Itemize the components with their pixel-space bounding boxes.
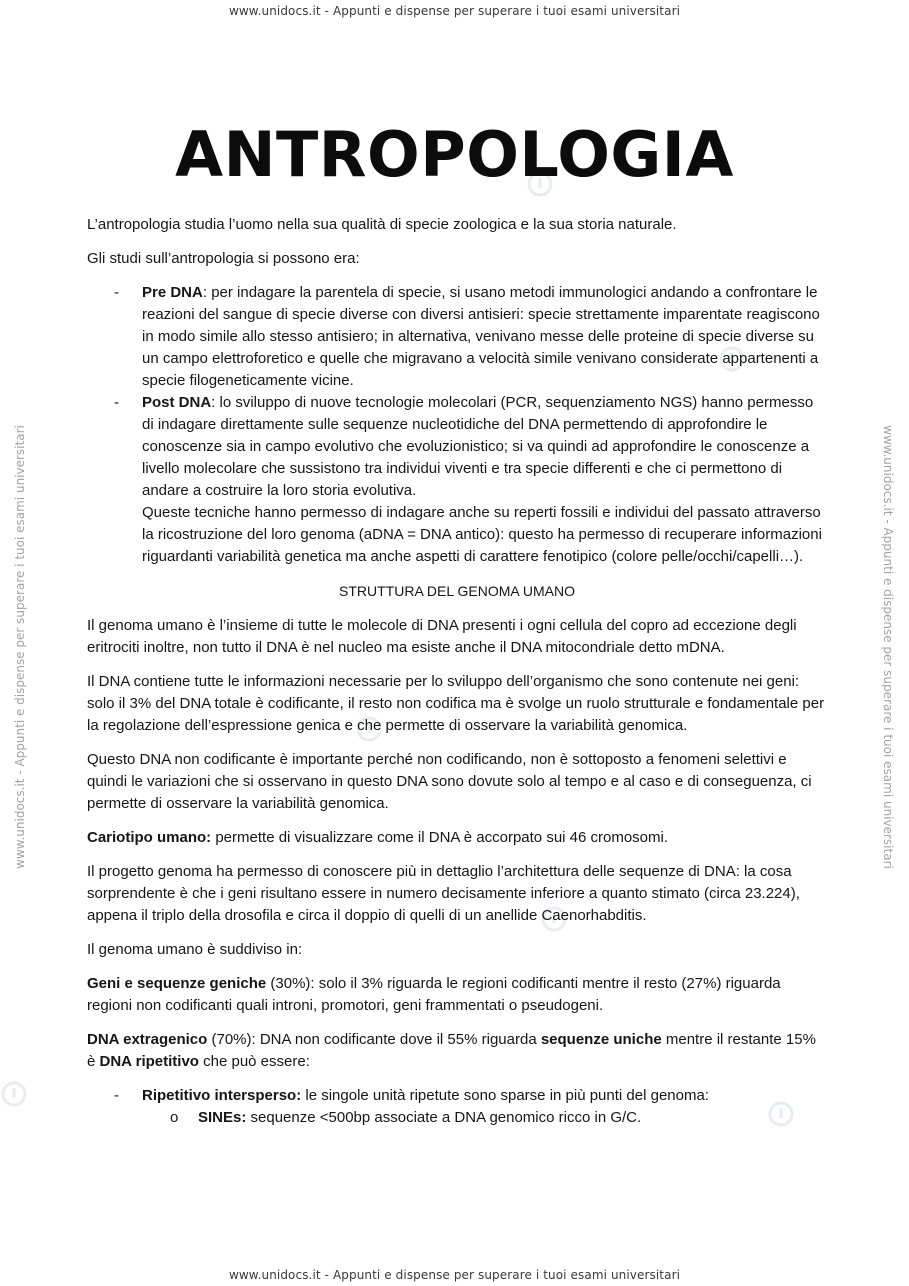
list-marker: - xyxy=(114,394,119,411)
paragraph xyxy=(87,973,827,1017)
list-term: SINEs: xyxy=(198,1109,247,1126)
text: mentre il restante 15% è xyxy=(87,1031,816,1070)
term: Geni e sequenze geniche xyxy=(87,975,267,992)
list-text: sequenze <500bp associate a DNA genomico ricco in G/C. xyxy=(246,1109,642,1126)
term: Cariotipo umano: xyxy=(87,829,212,846)
paragraph: Il genoma umano è suddiviso in: xyxy=(87,941,303,958)
term: DNA ripetitivo xyxy=(99,1053,199,1070)
paragraph: Il DNA contiene tutte le informazioni necessarie per lo sviluppo dell’organismo che sono contenute nei geni: solo il 3% del DNA totale è codificante, il resto non codifica ma è svolge un ruolo strutturale e fondamentale per la regolazione dell’espressione genica e che permette di osservare la variabilità genomica. xyxy=(87,673,825,734)
page-title: ANTROPOLOGIA xyxy=(175,118,734,191)
left-side-watermark: www.unidocs.it - Appunti e dispense per superare i tuoi esami universitari xyxy=(13,425,27,869)
list-text: : per indagare la parentela di specie, si usano metodi immunologici andando a confrontare le reazioni del sangue di specie diverse con diversi antisieri: specie strettamente imparentate reagiscono in modo simile allo stesso antisiero; in alternativa, venivano messe delle proteine di specie diverse su un campo elettroforetico e quelle che migravano a velocità simile venivano considerate appartenenti a specie filogeneticamente vicine. xyxy=(142,284,820,389)
text: (30%): solo il 3% riguarda le regioni codificanti mentre il resto (27%) riguarda regioni non codificanti quali introni, promotori, geni frammentati o pseudogeni. xyxy=(87,975,781,1014)
intro-paragraph: Gli studi sull’antropologia si possono era: xyxy=(87,250,360,267)
text: permette di visualizzare come il DNA è accorpato sui 46 cromosomi. xyxy=(211,829,669,846)
list-marker: - xyxy=(114,1087,119,1104)
list-text: : lo sviluppo di nuove tecnologie molecolari (PCR, sequenziamento NGS) hanno permesso di indagare direttamente sulle sequenze nucleotidiche del DNA permettendo di approfondire le conoscenze sia in campo evolutivo che evoluzionistico; si va quindi ad approfondire le conoscenze a livello molecolare che sussistono tra individui viventi e tra specie differenti e che ci permettono di andare a costruire la loro storia evolutiva. xyxy=(142,394,814,499)
list-item xyxy=(87,1085,827,1129)
list-marker: o xyxy=(170,1109,179,1126)
text: (70%): DNA non codificante dove il 55% riguarda xyxy=(207,1031,541,1048)
repetitive-dna-list xyxy=(87,1085,827,1129)
footer-watermark: www.unidocs.it - Appunti e dispense per superare i tuoi esami universitari xyxy=(228,1268,681,1282)
sublist xyxy=(142,1107,827,1129)
list-term: Ripetitivo intersperso: xyxy=(142,1087,302,1104)
section-heading: STRUTTURA DEL GENOMA UMANO xyxy=(339,583,575,599)
list-item xyxy=(87,282,827,392)
list-term: Post DNA xyxy=(142,394,212,411)
right-side-watermark: www.unidocs.it - Appunti e dispense per superare i tuoi esami universitari xyxy=(881,425,895,869)
term: sequenze uniche xyxy=(540,1031,662,1048)
list-text-extra: Queste tecniche hanno permesso di indagare anche su reperti fossili e individui del passato attraverso la ricostruzione del loro genoma (aDNA = DNA antico): questo ha permesso di recuperare informazioni riguardanti variabilità genetica ma anche aspetti di carattere fenotipico (colore pelle/occhi/capelli…). xyxy=(142,504,822,565)
list-term: Pre DNA xyxy=(142,284,203,301)
document-body xyxy=(87,214,827,1141)
list-marker: - xyxy=(114,284,119,301)
paragraph: Questo DNA non codificante è importante perché non codificando, non è sottoposto a fenomeni selettivi e quindi le variazioni che si osservano in questo DNA sono dovute solo al tempo e al caso e di conseguenza, ci permette di osservare la variabilità genomica. xyxy=(87,751,812,812)
unidocs-logo-icon xyxy=(0,1080,28,1108)
text: che può essere: xyxy=(198,1053,310,1070)
list-item xyxy=(87,392,827,568)
list-text: le singole unità ripetute sono sparse in più punti del genoma: xyxy=(301,1087,709,1104)
sublist-item xyxy=(87,1107,827,1129)
paragraph: Il progetto genoma ha permesso di conoscere più in dettaglio l’architettura delle sequenze di DNA: la cosa sorprendente è che i geni risultano essere in numero decisamente inferiore a quanto stimato (circa 23.224), appena il triplo della drosofila e circa il doppio di quelli di un anellide Caenorhabditis. xyxy=(87,863,800,924)
term: DNA extragenico xyxy=(87,1031,208,1048)
header-watermark: www.unidocs.it - Appunti e dispense per superare i tuoi esami universitari xyxy=(228,4,681,18)
paragraph: Il genoma umano è l’insieme di tutte le molecole di DNA presenti i ogni cellula del copro ad eccezione degli eritrociti inoltre, non tutto il DNA è nel nucleo ma esiste anche il DNA mitocondriale detto mDNA. xyxy=(87,617,797,656)
study-eras-list xyxy=(87,282,827,568)
paragraph xyxy=(87,827,827,849)
intro-paragraph: L’antropologia studia l’uomo nella sua qualità di specie zoologica e la sua storia naturale. xyxy=(87,216,677,233)
paragraph xyxy=(87,1029,827,1073)
